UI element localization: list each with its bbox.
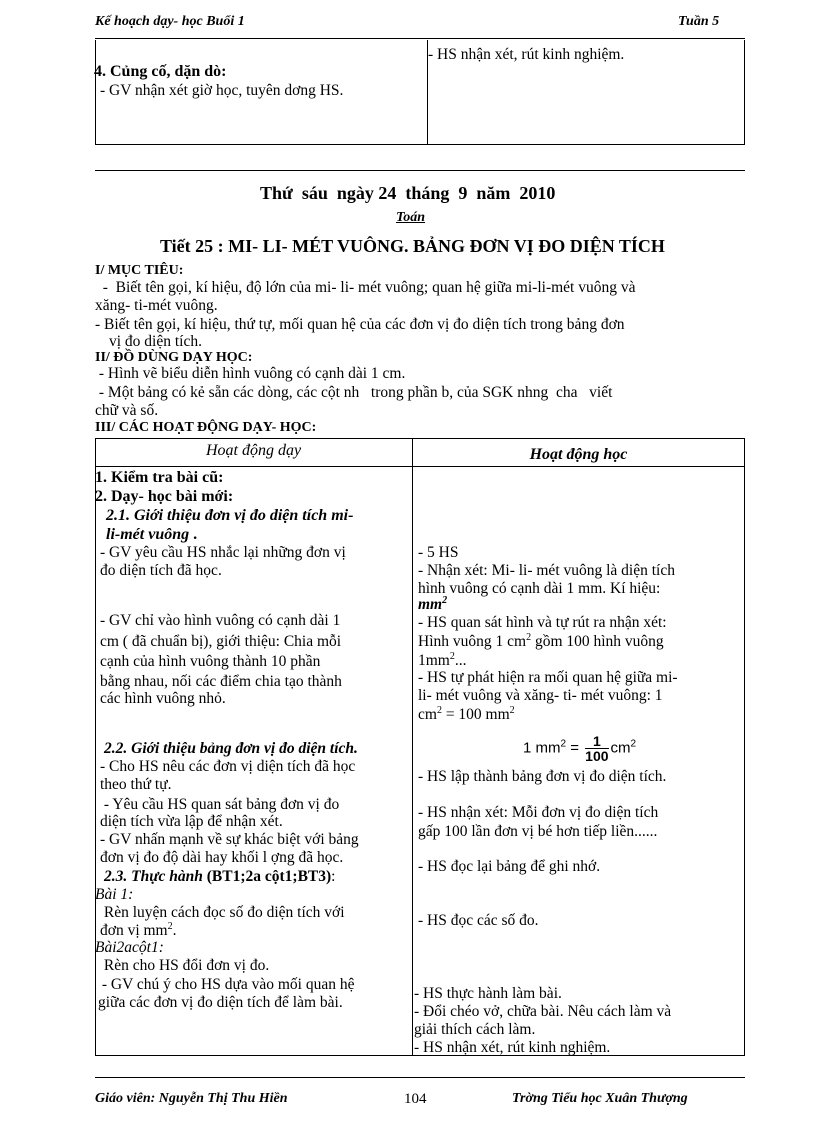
t-gv1b: đo diện tích đã học.	[100, 562, 222, 579]
t-ren2: Rèn cho HS đổi đơn vị đo.	[100, 957, 270, 974]
col-teacher: Hoạt động dạy	[205, 442, 302, 459]
t-21b-text: li-mét vuông	[106, 526, 190, 543]
t-ren1a: Rèn luyện cách đọc số đo diện tích với	[100, 904, 345, 921]
t-gv1a: - GV yêu cầu HS nhắc lại những đơn vị	[100, 544, 346, 561]
s-lap: - HS lập thành bảng đơn vị đo diện tích.	[418, 768, 667, 785]
s-ph1c-sup: 2	[436, 704, 442, 716]
material-2: - Một bảng có kẻ sẵn các dòng, các cột nh trong phần b, của SGK nhng cha viết	[95, 384, 613, 401]
t-22: 2.2. Giới thiệu bảng đơn vị đo diện tích.	[104, 740, 358, 757]
t-gv2d: bằng nhau, nối các điểm chia tạo thành	[100, 673, 342, 690]
material-1: - Hình vẽ biểu diễn hình vuông có cạnh dài 1 cm.	[95, 365, 406, 382]
objective-1b: xăng- ti-mét vuông.	[95, 297, 218, 314]
s-mm2-text: mm	[418, 596, 443, 613]
t-gv2e: các hình vuông nhỏ.	[100, 690, 226, 707]
section-rule	[95, 170, 745, 171]
t-ren1-sup: 2	[167, 920, 173, 932]
top-table-right-line: - HS nhận xét, rút kinh nghiệm.	[428, 46, 625, 63]
header-rule	[95, 38, 745, 39]
s-mm2	[418, 596, 447, 614]
s-nx1a: - Nhận xét: Mi- li- mét vuông là diện tích	[418, 562, 675, 579]
t-gv2b: cm ( đã chuẩn bị), giới thiệu: Chia mỗi	[100, 633, 342, 650]
header-right: Tuần 5	[678, 14, 720, 29]
s-doc2: - HS đọc các số đo.	[418, 912, 539, 929]
s-eq-right-sup: 2	[630, 738, 637, 750]
t-ren1b-text: đơn vị mm	[100, 922, 168, 939]
s-nx3: - HS nhận xét, rút kinh nghiệm.	[414, 1039, 611, 1056]
s-dc1b: giải thích cách làm.	[414, 1021, 536, 1038]
lesson-number: Tiết 25 :	[160, 236, 224, 256]
objective-1: - Biết tên gọi, kí hiệu, độ lớn của mi- li- mét vuông; quan hệ giữa mi-li-mét vuông và	[95, 279, 636, 296]
s-eq-left: 1 mm	[523, 739, 561, 757]
t-23b-text: (BT1;2a cột1;BT3)	[202, 868, 332, 885]
subject: Toán	[396, 210, 426, 225]
t-kiemtra: 1. Kiểm tra bài cũ:	[95, 469, 224, 486]
s-qs1d-text: 1mm	[418, 652, 450, 669]
s-qs1d	[418, 652, 467, 670]
t-21c-text: .	[189, 526, 198, 543]
lesson-name: MI- LI- MÉT VUÔNG. BẢNG ĐƠN VỊ ĐO DIỆN TÍCH	[228, 236, 665, 256]
s-mm2-sup: 2	[442, 594, 448, 606]
t-ren1b	[100, 922, 177, 940]
s-frac-num: 1	[585, 734, 608, 749]
s-ph1c-text: cm	[418, 706, 437, 723]
t-gv2a: - GV chỉ vào hình vuông có cạnh dài 1	[100, 612, 341, 629]
footer-page: 104	[404, 1091, 427, 1107]
t-yc1b: diện tích vừa lập để nhận xét.	[100, 813, 283, 830]
objective-2: - Biết tên gọi, kí hiệu, thứ tự, mối quan hệ của các đơn vị đo diện tích trong bảng đơn	[95, 316, 625, 333]
s-qs1c-text: gồm 100 hình vuông	[531, 633, 664, 650]
material-2b: chữ và số.	[95, 402, 159, 419]
col-student: Hoạt động học	[529, 446, 628, 463]
t-cho1a: - Cho HS nêu các đơn vị diện tích đã học	[100, 758, 356, 775]
s-ph1d-sup: 2	[509, 704, 515, 716]
t-bai1: Bài 1:	[95, 886, 134, 903]
s-nx2b: gấp 100 lần đơn vị bé hơn tiếp liền......	[418, 823, 658, 840]
s-ph1b: li- mét vuông và xăng- ti- mét vuông: 1	[418, 687, 663, 704]
s-ph1d-text: = 100 mm	[441, 706, 510, 723]
s-nx2a: - HS nhận xét: Mỗi đơn vị đo diện tích	[418, 804, 659, 821]
s-qs1a: - HS quan sát hình và tự rút ra nhận xét:	[418, 614, 667, 631]
footer-rule	[95, 1077, 745, 1078]
t-yc1a: - Yêu cầu HS quan sát bảng đơn vị đo	[100, 796, 340, 813]
objective-2b: vị đo diện tích.	[109, 333, 202, 350]
footer-teacher: Giáo viên: Nguyễn Thị Thu Hiền	[95, 1091, 288, 1106]
s-doc1: - HS đọc lại bảng để ghi nhớ.	[418, 858, 601, 875]
t-gvcy1b: giữa các đơn vị đo diện tích để làm bài.	[98, 994, 343, 1011]
t-gvcy1a: - GV chú ý cho HS dựa vào mối quan hệ	[98, 976, 355, 993]
s-eq-right: cm	[610, 739, 631, 757]
footer-school: Trờng Tiểu học Xuân Thượng	[512, 1091, 688, 1106]
objectives-heading: I/ MỤC TIÊU:	[95, 263, 184, 278]
s-eq-fraction	[585, 734, 608, 763]
t-gv2c: cạnh của hình vuông thành 10 phần	[100, 653, 321, 670]
s-ph1c	[418, 706, 515, 724]
t-day: 2. Dạy- học bài mới:	[95, 488, 234, 505]
table-header-rule	[95, 466, 744, 467]
t-nm1a: - GV nhấn mạnh về sự khác biệt với bảng	[100, 831, 359, 848]
t-23	[104, 868, 335, 886]
day-line: Thứ sáu ngày 24 tháng 9 năm 2010	[260, 183, 556, 203]
header-left: Kế hoạch dạy- học Buổi 1	[95, 14, 245, 29]
s-dc1a: - Đổi chéo vở, chữa bài. Nêu cách làm và	[414, 1003, 672, 1020]
s-eq-left-sup: 2	[560, 738, 567, 750]
s-th1: - HS thực hành làm bài.	[414, 985, 562, 1002]
s-nx1b: hình vuông có cạnh dài 1 mm. Kí hiệu:	[418, 580, 661, 597]
t-cho1b: theo thứ tự.	[100, 776, 172, 793]
s-qs1b	[418, 633, 664, 651]
s-equation	[523, 734, 636, 763]
t-21b	[106, 526, 197, 544]
s-eq-mid: =	[566, 739, 584, 757]
top-table-left-line: - GV nhận xét giờ học, tuyên dơng HS.	[100, 82, 344, 99]
s-frac-den: 100	[585, 748, 609, 764]
top-table-title: 4. Củng cố, dặn dò:	[94, 63, 227, 80]
s-qs1d-sup: 2	[449, 650, 455, 662]
t-21a: 2.1. Giới thiệu đơn vị đo diện tích mi-	[106, 507, 354, 524]
lesson-title	[160, 236, 665, 257]
s-qs1e-text: ...	[454, 652, 467, 669]
s-qs1b-text: Hình vuông 1 cm	[418, 633, 527, 650]
activities-heading: III/ CÁC HOẠT ĐỘNG DẠY- HỌC:	[95, 420, 317, 435]
t-23a-text: 2.3. Thực hành	[104, 868, 203, 885]
t-nm1b: đơn vị đo độ dài hay khối l ợng đã học.	[100, 849, 344, 866]
table-divider	[412, 438, 413, 1055]
s-5hs: - 5 HS	[418, 544, 459, 561]
materials-heading: II/ ĐỒ DÙNG DẠY HỌC:	[95, 350, 253, 365]
t-bai2: Bài2acột1:	[95, 939, 164, 956]
t-23c-text: :	[331, 868, 336, 885]
t-ren1c-text: .	[172, 922, 177, 939]
s-qs1-sup: 2	[526, 631, 532, 643]
s-ph1a: - HS tự phát hiện ra mối quan hệ giữa mi-	[418, 669, 678, 686]
